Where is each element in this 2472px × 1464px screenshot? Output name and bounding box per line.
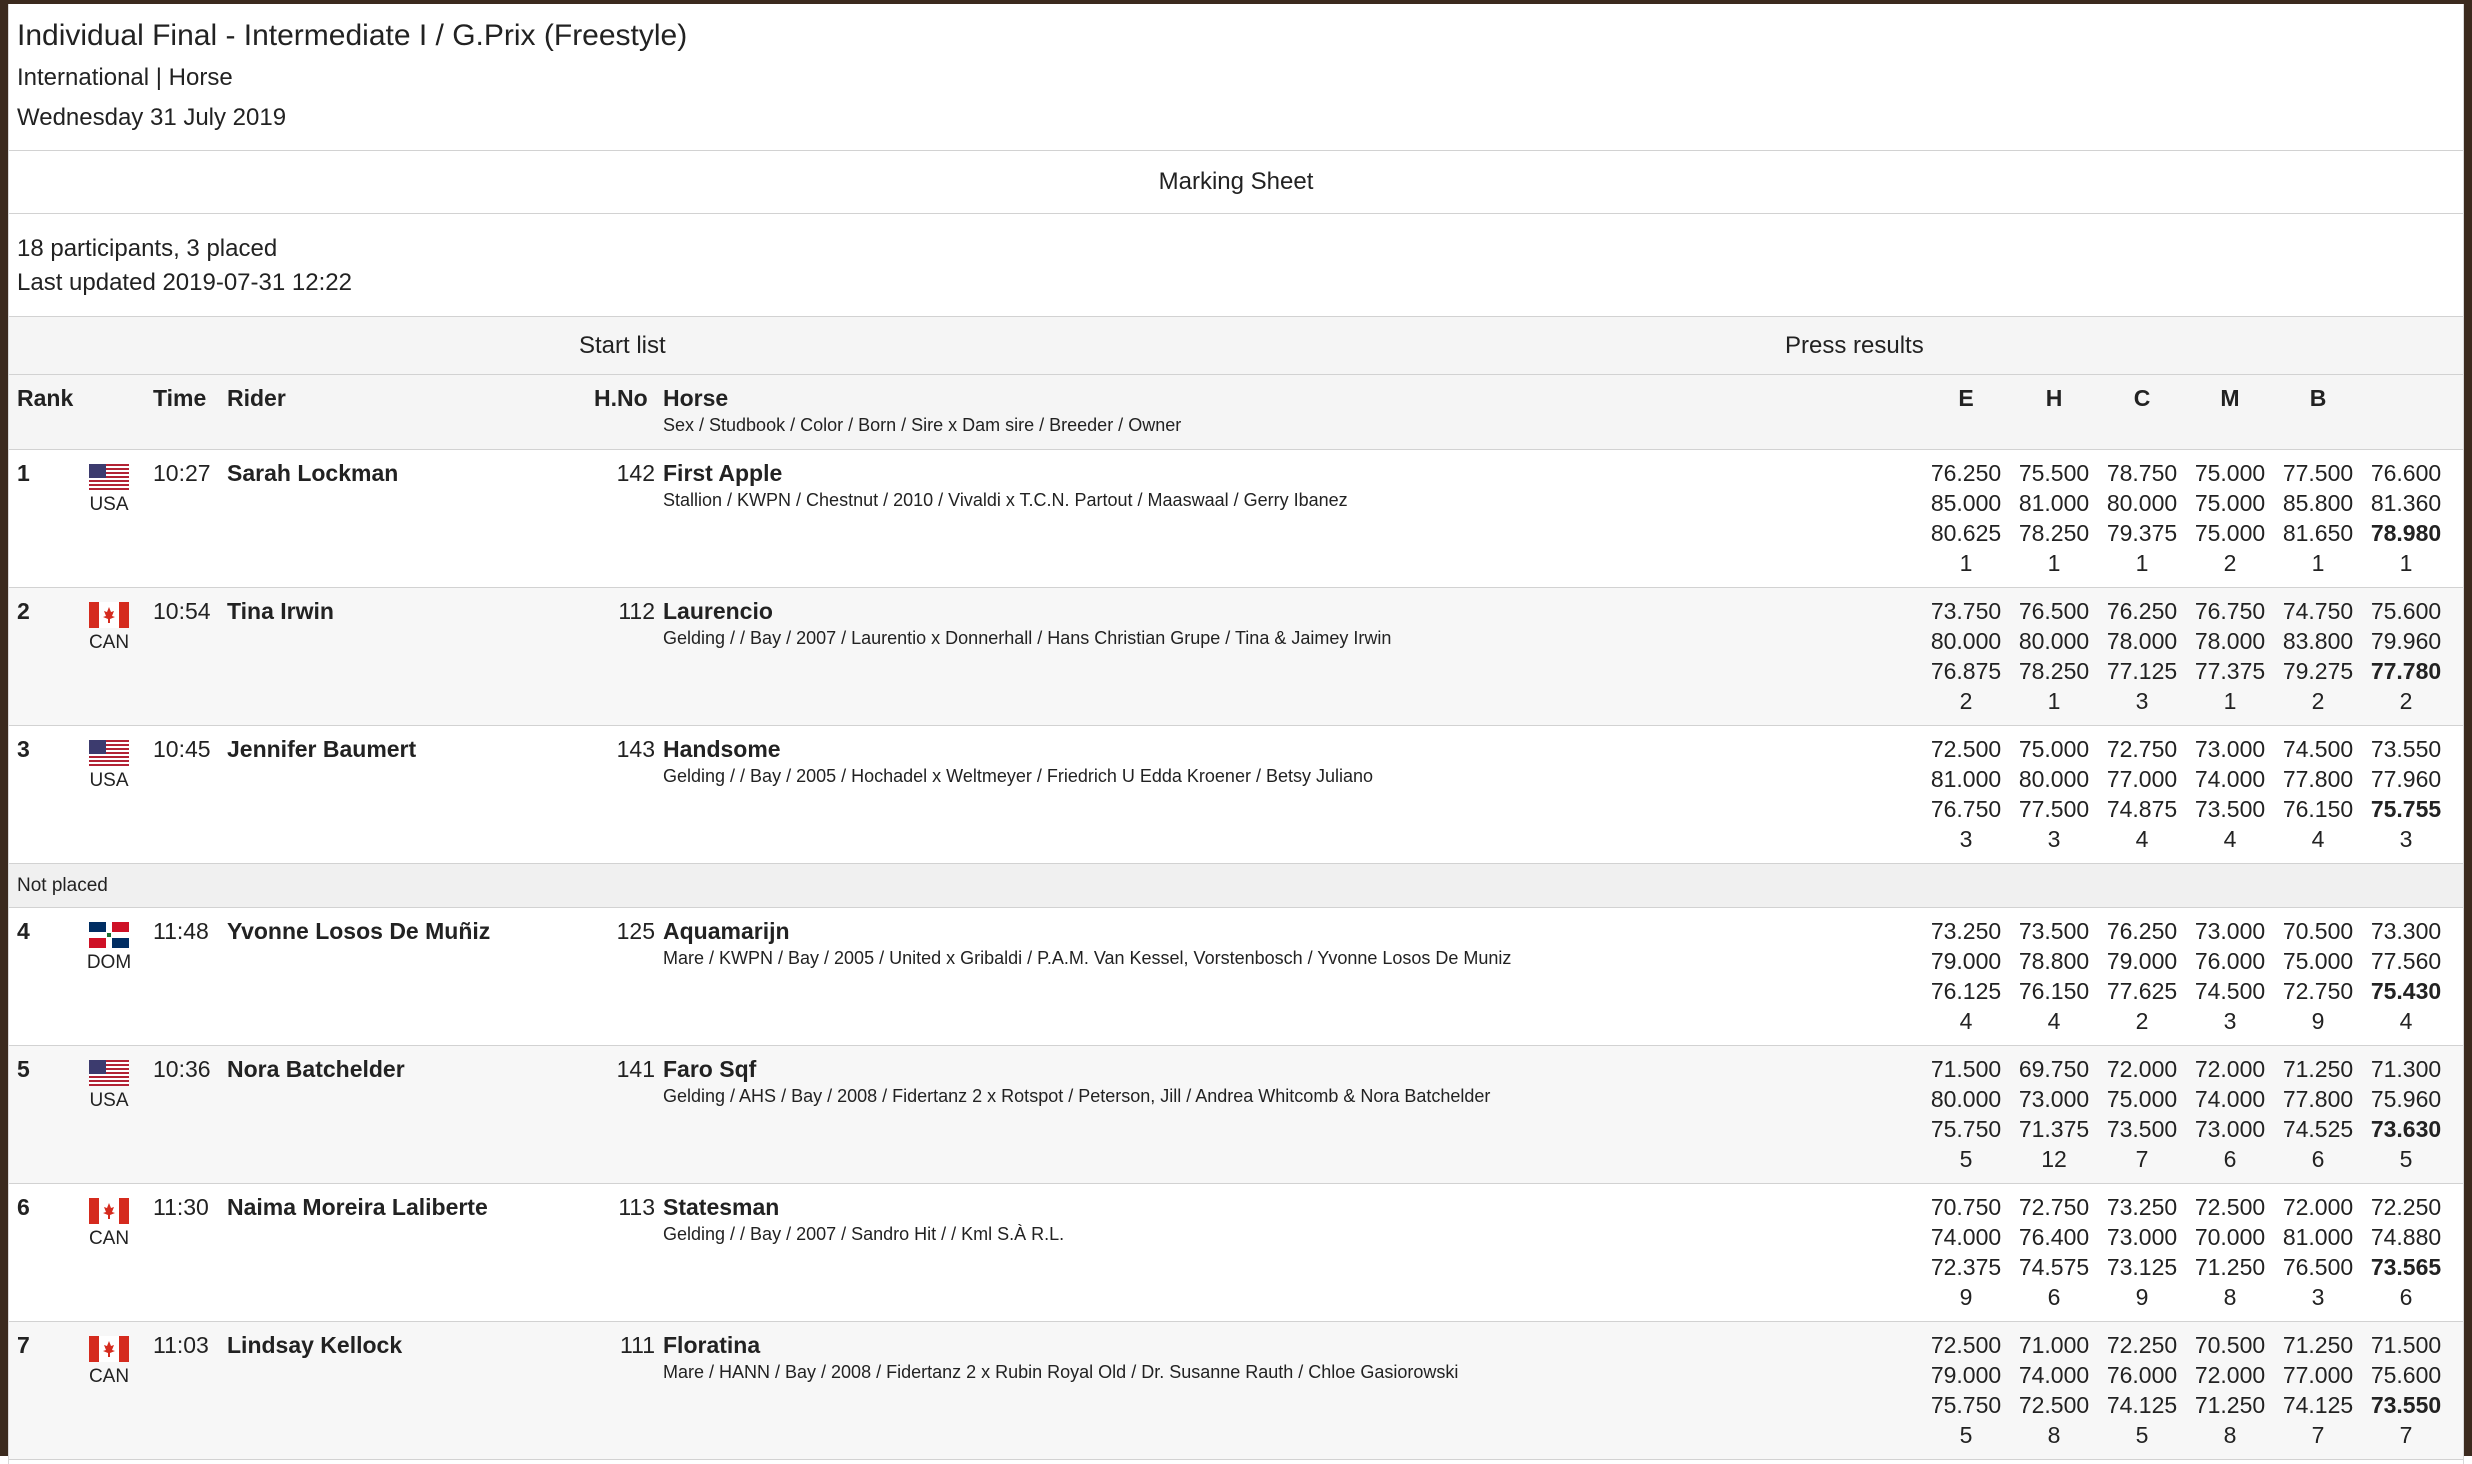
dom-flag-icon <box>89 922 129 948</box>
score-cell: 79.275 <box>2282 658 2354 684</box>
col-judge-h[interactable]: H <box>2045 385 2063 411</box>
score-cell: 79.960 <box>2370 628 2442 654</box>
horse-name[interactable]: Aquamarijn <box>663 918 790 944</box>
start-time: 10:54 <box>153 598 211 624</box>
nation-code: DOM <box>86 952 132 973</box>
score-cell: 76.250 <box>2106 918 2178 944</box>
score-cell: 74.750 <box>2282 598 2354 624</box>
score-cell: 77.125 <box>2106 658 2178 684</box>
score-cell: 4 <box>2223 826 2237 852</box>
score-cell: 9 <box>2311 1008 2325 1034</box>
page-title: Individual Final - Intermediate I / G.Prix (Freestyle) <box>17 19 688 52</box>
results-page <box>8 4 2464 1464</box>
score-cell: 3 <box>2223 1008 2237 1034</box>
score-cell: 74.000 <box>2194 1086 2266 1112</box>
score-cell: 78.800 <box>2018 948 2090 974</box>
score-cell: 12 <box>2041 1146 2067 1172</box>
score-cell: 78.250 <box>2018 658 2090 684</box>
score-cell: 73.565 <box>2370 1254 2442 1280</box>
rider-name[interactable]: Lindsay Kellock <box>227 1332 403 1358</box>
col-hno[interactable]: H.No <box>594 385 648 411</box>
score-cell: 73.750 <box>1930 598 2002 624</box>
score-cell: 71.300 <box>2370 1056 2442 1082</box>
table-row[interactable] <box>9 450 2463 588</box>
score-cell: 80.000 <box>2106 490 2178 516</box>
score-cell: 75.000 <box>2106 1086 2178 1112</box>
score-cell: 74.125 <box>2106 1392 2178 1418</box>
score-cell: 75.750 <box>1930 1392 2002 1418</box>
info-block <box>9 214 2463 316</box>
rider-name[interactable]: Nora Batchelder <box>227 1056 405 1082</box>
last-updated: Last updated 2019-07-31 12:22 <box>17 269 352 296</box>
score-cell: 71.375 <box>2018 1116 2090 1142</box>
score-cell: 80.625 <box>1930 520 2002 546</box>
table-row[interactable] <box>9 588 2463 726</box>
score-cell: 73.000 <box>2194 736 2266 762</box>
event-date: Wednesday 31 July 2019 <box>17 104 287 131</box>
score-cell: 73.630 <box>2370 1116 2442 1142</box>
score-cell: 72.000 <box>2282 1194 2354 1220</box>
score-cell: 76.400 <box>2018 1224 2090 1250</box>
score-cell: 74.000 <box>1930 1224 2002 1250</box>
score-cell: 74.880 <box>2370 1224 2442 1250</box>
score-cell: 7 <box>2135 1146 2149 1172</box>
score-cell: 74.525 <box>2282 1116 2354 1142</box>
nation-code: USA <box>89 1090 129 1111</box>
score-cell: 80.000 <box>1930 1086 2002 1112</box>
score-cell: 72.500 <box>1930 736 2002 762</box>
score-cell: 72.500 <box>2194 1194 2266 1220</box>
score-cell: 1 <box>2223 688 2237 714</box>
column-groups <box>9 316 2463 374</box>
score-cell: 71.250 <box>2282 1332 2354 1358</box>
col-rider[interactable]: Rider <box>227 385 286 411</box>
score-cell: 72.000 <box>2194 1056 2266 1082</box>
col-judge-c[interactable]: C <box>2133 385 2151 411</box>
score-cell: 7 <box>2311 1422 2325 1448</box>
table-header <box>9 374 2463 450</box>
score-cell: 8 <box>2223 1284 2237 1310</box>
col-time[interactable]: Time <box>153 385 207 411</box>
rank: 4 <box>17 918 30 944</box>
score-cell: 77.560 <box>2370 948 2442 974</box>
score-cell: 71.250 <box>2282 1056 2354 1082</box>
marking-sheet-link[interactable]: Marking Sheet <box>1158 168 1314 195</box>
horse-number: 113 <box>618 1194 655 1220</box>
score-cell: 9 <box>2135 1284 2149 1310</box>
score-cell: 78.750 <box>2106 460 2178 486</box>
score-cell: 74.000 <box>2194 766 2266 792</box>
unplaced-rows <box>9 908 2463 1460</box>
horse-name[interactable]: Laurencio <box>663 598 773 624</box>
score-cell: 83.800 <box>2282 628 2354 654</box>
score-cell: 70.500 <box>2194 1332 2266 1358</box>
score-cell: 71.500 <box>2370 1332 2442 1358</box>
score-cell: 2 <box>2399 688 2413 714</box>
score-cell: 70.500 <box>2282 918 2354 944</box>
rider-name[interactable]: Tina Irwin <box>227 598 334 624</box>
score-cell: 77.500 <box>2282 460 2354 486</box>
usa-flag-icon <box>89 464 129 490</box>
horse-details: Gelding / / Bay / 2007 / Sandro Hit / / Kml S.À R.L. <box>663 1224 1065 1244</box>
score-cell: 76.150 <box>2018 978 2090 1004</box>
not-placed-divider: Not placed <box>9 864 2463 908</box>
score-cell: 75.600 <box>2370 1362 2442 1388</box>
score-cell: 78.000 <box>2194 628 2266 654</box>
score-cell: 79.000 <box>2106 948 2178 974</box>
rank: 6 <box>17 1194 30 1220</box>
start-list-group: Start list <box>579 332 666 359</box>
score-cell: 75.430 <box>2370 978 2442 1004</box>
score-cell: 73.000 <box>2106 1224 2178 1250</box>
rank: 2 <box>17 598 30 624</box>
score-cell: 72.250 <box>2370 1194 2442 1220</box>
score-cell: 80.000 <box>2018 628 2090 654</box>
score-cell: 75.000 <box>2194 490 2266 516</box>
score-cell: 2 <box>1959 688 1973 714</box>
score-cell: 3 <box>1959 826 1973 852</box>
table-row[interactable] <box>9 908 2463 1046</box>
score-cell: 77.800 <box>2282 1086 2354 1112</box>
score-cell: 75.000 <box>2018 736 2090 762</box>
score-cell: 1 <box>2047 550 2061 576</box>
score-cell: 75.500 <box>2018 460 2090 486</box>
score-cell: 72.000 <box>2194 1362 2266 1388</box>
score-cell: 81.650 <box>2282 520 2354 546</box>
rank: 5 <box>17 1056 30 1082</box>
score-cell: 72.750 <box>2106 736 2178 762</box>
score-cell: 74.000 <box>2018 1362 2090 1388</box>
score-cell: 76.000 <box>2194 948 2266 974</box>
score-cell: 73.500 <box>2106 1116 2178 1142</box>
score-cell: 76.750 <box>1930 796 2002 822</box>
score-cell: 85.000 <box>1930 490 2002 516</box>
score-cell: 71.000 <box>2018 1332 2090 1358</box>
horse-name[interactable]: Statesman <box>663 1194 780 1220</box>
rider-name[interactable]: Jennifer Baumert <box>227 736 417 762</box>
horse-number: 112 <box>618 598 655 624</box>
start-time: 11:30 <box>153 1194 209 1220</box>
horse-name[interactable]: First Apple <box>663 460 783 486</box>
score-cell: 75.000 <box>2194 460 2266 486</box>
score-cell: 2 <box>2223 550 2237 576</box>
rider-name[interactable]: Sarah Lockman <box>227 460 399 486</box>
col-rank[interactable]: Rank <box>17 385 74 411</box>
can-flag-icon <box>89 602 129 628</box>
score-cell: 77.960 <box>2370 766 2442 792</box>
score-cell: 76.875 <box>1930 658 2002 684</box>
score-cell: 77.800 <box>2282 766 2354 792</box>
score-cell: 8 <box>2047 1422 2061 1448</box>
rank: 3 <box>17 736 30 762</box>
can-flag-icon <box>89 1198 129 1224</box>
rank: 7 <box>17 1332 30 1358</box>
score-cell: 6 <box>2047 1284 2061 1310</box>
score-cell: 8 <box>2223 1422 2237 1448</box>
score-cell: 6 <box>2223 1146 2237 1172</box>
start-time: 10:36 <box>153 1056 211 1082</box>
score-cell: 3 <box>2311 1284 2325 1310</box>
nation-code: CAN <box>88 1228 130 1249</box>
score-cell: 4 <box>2311 826 2325 852</box>
score-cell: 76.250 <box>1930 460 2002 486</box>
score-cell: 85.800 <box>2282 490 2354 516</box>
score-cell: 73.125 <box>2106 1254 2178 1280</box>
score-cell: 1 <box>1959 550 1973 576</box>
score-cell: 73.250 <box>2106 1194 2178 1220</box>
score-cell: 9 <box>1959 1284 1973 1310</box>
score-cell: 2 <box>2311 688 2325 714</box>
score-cell: 72.250 <box>2106 1332 2178 1358</box>
score-cell: 77.000 <box>2106 766 2178 792</box>
horse-number: 141 <box>616 1056 655 1082</box>
placed-rows <box>9 450 2463 864</box>
score-cell: 3 <box>2135 688 2149 714</box>
horse-details: Gelding / / Bay / 2005 / Hochadel x Weltmeyer / Friedrich U Edda Kroener / Betsy Juliano <box>663 766 1374 786</box>
score-cell: 1 <box>2135 550 2149 576</box>
score-cell: 71.500 <box>1930 1056 2002 1082</box>
col-horse[interactable]: Horse <box>663 385 729 411</box>
score-cell: 70.000 <box>2194 1224 2266 1250</box>
col-judge-b[interactable]: B <box>2309 385 2327 411</box>
score-cell: 73.000 <box>2194 1116 2266 1142</box>
horse-number: 142 <box>616 460 655 486</box>
horse-name[interactable]: Floratina <box>663 1332 761 1358</box>
usa-flag-icon <box>89 1060 129 1086</box>
horse-details: Gelding / / Bay / 2007 / Laurentio x Donnerhall / Hans Christian Grupe / Tina & Jaimey Irwin <box>663 628 1392 648</box>
score-cell: 79.000 <box>1930 1362 2002 1388</box>
score-cell: 77.780 <box>2370 658 2442 684</box>
score-cell: 72.500 <box>1930 1332 2002 1358</box>
score-cell: 1 <box>2047 688 2061 714</box>
col-judge-e[interactable]: E <box>1958 385 1974 411</box>
score-cell: 5 <box>1959 1146 1973 1172</box>
score-cell: 77.375 <box>2194 658 2266 684</box>
score-cell: 75.750 <box>1930 1116 2002 1142</box>
score-cell: 74.500 <box>2282 736 2354 762</box>
score-cell: 73.550 <box>2370 1392 2442 1418</box>
table-row[interactable] <box>9 1322 2463 1460</box>
score-cell: 4 <box>2047 1008 2061 1034</box>
score-cell: 74.875 <box>2106 796 2178 822</box>
table-row[interactable] <box>9 1184 2463 1322</box>
score-cell: 77.500 <box>2018 796 2090 822</box>
score-cell: 5 <box>1959 1422 1973 1448</box>
usa-flag-icon <box>89 740 129 766</box>
start-time: 10:27 <box>153 460 211 486</box>
table-row[interactable] <box>9 726 2463 864</box>
score-cell: 73.550 <box>2370 736 2442 762</box>
event-category: International | Horse <box>17 64 233 91</box>
rider-name[interactable]: Yvonne Losos De Muñiz <box>227 918 491 944</box>
score-cell: 4 <box>2135 826 2149 852</box>
score-cell: 72.750 <box>2018 1194 2090 1220</box>
score-cell: 3 <box>2047 826 2061 852</box>
score-cell: 73.500 <box>2018 918 2090 944</box>
horse-details: Stallion / KWPN / Chestnut / 2010 / Vivaldi x T.C.N. Partout / Maaswaal / Gerry Ibanez <box>663 490 1348 510</box>
nation-code: USA <box>89 770 129 791</box>
start-time: 11:48 <box>153 918 209 944</box>
score-cell: 2 <box>2135 1008 2149 1034</box>
rider-name[interactable]: Naima Moreira Laliberte <box>227 1194 488 1220</box>
score-cell: 80.000 <box>2018 766 2090 792</box>
horse-number: 125 <box>616 918 655 944</box>
score-cell: 1 <box>2311 550 2325 576</box>
score-cell: 73.000 <box>2194 918 2266 944</box>
nation-code: CAN <box>88 632 130 653</box>
score-cell: 76.125 <box>1930 978 2002 1004</box>
score-cell: 80.000 <box>1930 628 2002 654</box>
score-cell: 72.500 <box>2018 1392 2090 1418</box>
score-cell: 5 <box>2135 1422 2149 1448</box>
score-cell: 76.500 <box>2018 598 2090 624</box>
score-cell: 4 <box>2399 1008 2413 1034</box>
score-cell: 75.960 <box>2370 1086 2442 1112</box>
score-cell: 69.750 <box>2018 1056 2090 1082</box>
score-cell: 3 <box>2399 826 2413 852</box>
score-cell: 75.600 <box>2370 598 2442 624</box>
score-cell: 77.000 <box>2282 1362 2354 1388</box>
col-judge-m[interactable]: M <box>2220 385 2240 411</box>
score-cell: 4 <box>1959 1008 1973 1034</box>
score-cell: 79.375 <box>2106 520 2178 546</box>
score-cell: 78.000 <box>2106 628 2178 654</box>
score-cell: 75.000 <box>2194 520 2266 546</box>
can-flag-icon <box>89 1336 129 1362</box>
horse-number: 111 <box>620 1332 655 1358</box>
score-cell: 76.600 <box>2370 460 2442 486</box>
score-cell: 75.000 <box>2282 948 2354 974</box>
score-cell: 76.150 <box>2282 796 2354 822</box>
press-results-group: Press results <box>1785 332 1924 359</box>
score-cell: 72.750 <box>2282 978 2354 1004</box>
horse-name[interactable]: Handsome <box>663 736 781 762</box>
score-cell: 73.000 <box>2018 1086 2090 1112</box>
score-cell: 72.375 <box>1930 1254 2002 1280</box>
participants-count: 18 participants, 3 placed <box>17 235 278 262</box>
score-cell: 72.000 <box>2106 1056 2178 1082</box>
event-header <box>9 4 2463 138</box>
score-cell: 5 <box>2399 1146 2413 1172</box>
score-cell: 6 <box>2399 1284 2413 1310</box>
score-cell: 6 <box>2311 1146 2325 1172</box>
score-cell: 76.250 <box>2106 598 2178 624</box>
score-cell: 78.980 <box>2370 520 2442 546</box>
score-cell: 81.000 <box>2282 1224 2354 1250</box>
horse-details: Mare / HANN / Bay / 2008 / Fidertanz 2 x Rubin Royal Old / Dr. Susanne Rauth / Chloe Gasiorowski <box>663 1362 1459 1382</box>
rank: 1 <box>17 460 30 486</box>
score-cell: 75.755 <box>2370 796 2442 822</box>
score-cell: 74.125 <box>2282 1392 2354 1418</box>
horse-details: Mare / KWPN / Bay / 2005 / United x Gribaldi / P.A.M. Van Kessel, Vorstenbosch / Yvonne Losos De Muniz <box>663 948 1512 968</box>
score-cell: 73.500 <box>2194 796 2266 822</box>
score-cell: 71.250 <box>2194 1254 2266 1280</box>
table-row[interactable] <box>9 1046 2463 1184</box>
nation-code: CAN <box>88 1366 130 1387</box>
score-cell: 73.300 <box>2370 918 2442 944</box>
score-cell: 71.250 <box>2194 1392 2266 1418</box>
score-cell: 1 <box>2399 550 2413 576</box>
col-horse-subtitle: Sex / Studbook / Color / Born / Sire x Dam sire / Breeder / Owner <box>663 415 1182 435</box>
score-cell: 81.000 <box>1930 766 2002 792</box>
score-cell: 79.000 <box>1930 948 2002 974</box>
horse-name[interactable]: Faro Sqf <box>663 1056 757 1082</box>
score-cell: 74.575 <box>2018 1254 2090 1280</box>
score-cell: 77.625 <box>2106 978 2178 1004</box>
score-cell: 81.360 <box>2370 490 2442 516</box>
nation-code: USA <box>89 494 129 515</box>
score-cell: 76.750 <box>2194 598 2266 624</box>
score-cell: 81.000 <box>2018 490 2090 516</box>
horse-details: Gelding / AHS / Bay / 2008 / Fidertanz 2 x Rotspot / Peterson, Jill / Andrea Whitcomb & Nora Batchelder <box>663 1086 1491 1106</box>
score-cell: 78.250 <box>2018 520 2090 546</box>
score-cell: 7 <box>2399 1422 2413 1448</box>
score-cell: 76.000 <box>2106 1362 2178 1388</box>
horse-number: 143 <box>616 736 655 762</box>
score-cell: 73.250 <box>1930 918 2002 944</box>
score-cell: 76.500 <box>2282 1254 2354 1280</box>
start-time: 11:03 <box>153 1332 209 1358</box>
score-cell: 70.750 <box>1930 1194 2002 1220</box>
score-cell: 74.500 <box>2194 978 2266 1004</box>
start-time: 10:45 <box>153 736 211 762</box>
